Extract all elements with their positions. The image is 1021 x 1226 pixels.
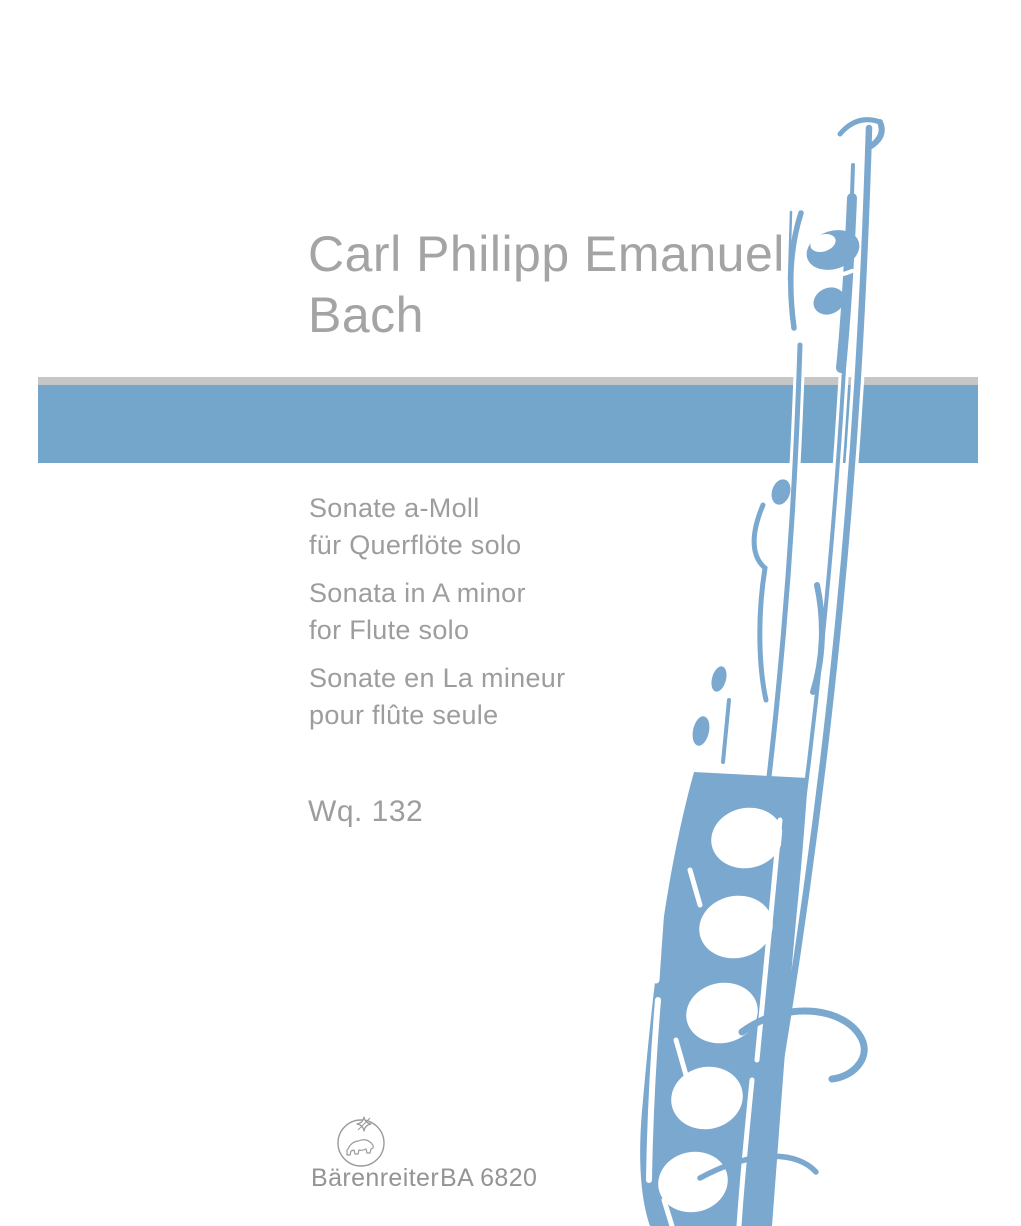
title-english xyxy=(309,575,565,649)
title-german-line1: Sonate a-Moll xyxy=(309,493,480,523)
composer-name-line1: Carl Philipp Emanuel xyxy=(308,226,785,282)
barenreiter-bear-star-logo-icon xyxy=(335,1112,387,1168)
publisher-name: Bärenreiter xyxy=(311,1164,440,1192)
title-french xyxy=(309,660,565,734)
work-title-block xyxy=(309,490,565,745)
banner-gray-stripe xyxy=(38,377,978,385)
title-english-line2: for Flute solo xyxy=(309,615,470,645)
title-french-line2: pour flûte seule xyxy=(309,700,499,730)
title-english-line1: Sonata in A minor xyxy=(309,578,526,608)
composer-name xyxy=(308,224,785,346)
composer-name-line2: Bach xyxy=(308,287,424,343)
title-french-line1: Sonate en La mineur xyxy=(309,663,566,693)
edition-number: BA 6820 xyxy=(440,1164,538,1192)
banner-blue-band xyxy=(38,385,978,463)
work-number: Wq. 132 xyxy=(308,795,424,828)
title-german-line2: für Querflöte solo xyxy=(309,530,522,560)
title-german xyxy=(309,490,565,564)
